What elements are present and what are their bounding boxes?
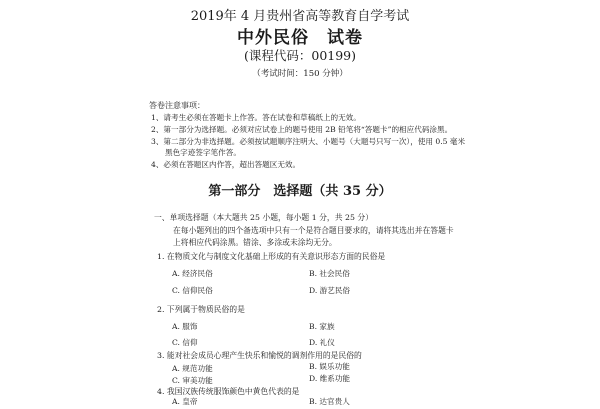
- option-b: B. 家族: [309, 322, 335, 331]
- part-title: 第一部分 选择题（共 35 分）: [208, 184, 392, 199]
- option-b: B. 达官贵人: [309, 397, 350, 406]
- note-item: 4、必须在答题区内作答，超出答题区无效。: [151, 160, 301, 169]
- note-item: 1、请考生必须在答题卡上作答。答在试卷和草稿纸上的无效。: [151, 113, 361, 122]
- question-text: 2. 下列属于物质民俗的是: [157, 305, 245, 314]
- note-item: 2、第一部分为选择题。必须对应试卷上的题号使用 2B 铅笔将“答题卡”的相应代码涂黑。: [151, 125, 453, 134]
- section-heading: 一、单项选择题（本大题共 25 小题，每小题 1 分，共 25 分）: [154, 213, 373, 222]
- option-a: A. 皇帝: [172, 397, 198, 406]
- section-instructions: 上将相应代码涂黑。错涂、多涂或未涂均无分。: [173, 238, 337, 247]
- option-d: D. 礼仪: [309, 338, 335, 347]
- option-c: C. 审美功能: [172, 376, 213, 385]
- question-text: 3. 能对社会成员心理产生快乐和愉悦的调剂作用的是民俗的: [157, 351, 362, 360]
- option-b: B. 社会民俗: [309, 269, 350, 278]
- exam-title: 中外民俗 试卷: [237, 28, 363, 48]
- option-d: D. 游艺民俗: [309, 286, 351, 295]
- section-instructions: 在每小题列出的四个备选项中只有一个是符合题目要求的，请将其选出并在答题卡: [173, 226, 454, 235]
- question-text: 1. 在物质文化与制度文化基础上形成的有关意识形态方面的民俗是: [157, 252, 386, 261]
- option-a: A. 规范功能: [172, 364, 213, 373]
- notes-title: 答卷注意事项：: [149, 101, 205, 110]
- option-c: C. 信仰民俗: [172, 286, 213, 295]
- note-item: 黑色字迹签字笔作答。: [165, 148, 241, 157]
- option-d: D. 维系功能: [309, 374, 351, 383]
- option-b: B. 娱乐功能: [309, 362, 350, 371]
- exam-header: 2019年 4 月贵州省高等教育自学考试: [190, 9, 410, 24]
- course-code: (课程代码：00199): [243, 48, 357, 63]
- question-text: 4. 我国汉族传统服饰颜色中黄色代表的是: [157, 387, 300, 396]
- note-item: 3、第二部分为非选择题。必须按试题顺序注明大、小题号（大题号只写一次），使用 0.5 毫米: [151, 137, 466, 146]
- exam-time: （考试时间：150 分钟）: [252, 69, 348, 79]
- option-a: A. 经济民俗: [172, 269, 213, 278]
- option-c: C. 信仰: [172, 338, 198, 347]
- option-a: A. 服饰: [172, 322, 198, 331]
